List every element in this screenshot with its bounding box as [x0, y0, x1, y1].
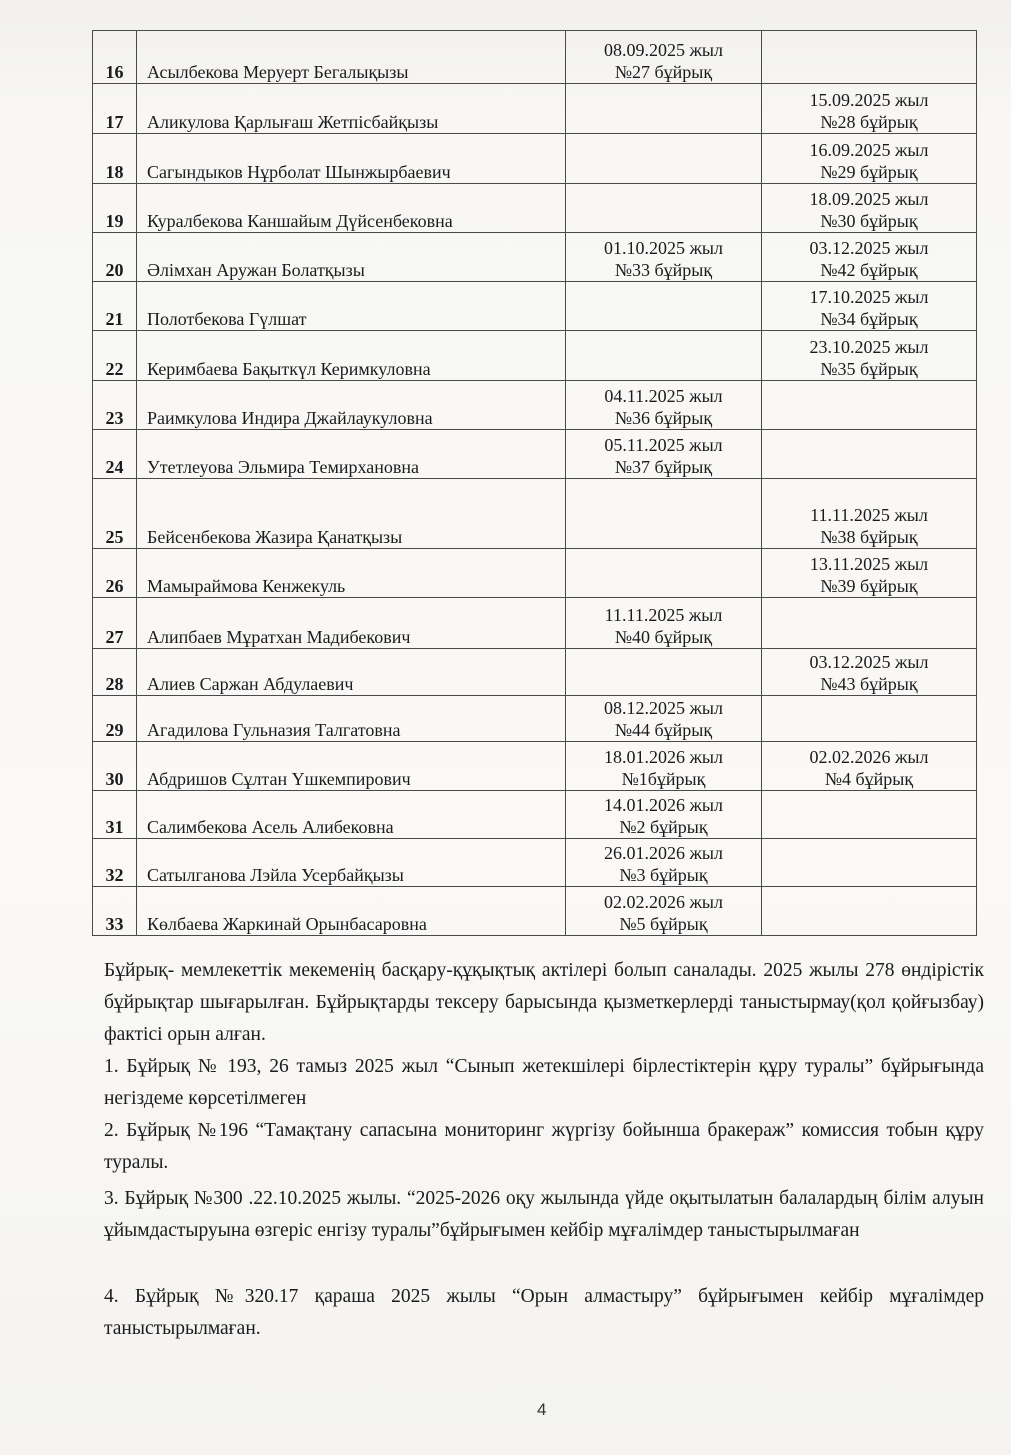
row-number: 26 — [93, 549, 137, 598]
order-date: 17.10.2025 жыл — [809, 287, 929, 307]
row-number: 27 — [93, 598, 137, 649]
table-row — [93, 598, 977, 649]
order-date: 03.12.2025 жыл — [809, 652, 929, 672]
table-row — [93, 549, 977, 598]
row-number: 31 — [93, 791, 137, 839]
row-number: 28 — [93, 649, 137, 696]
order-number: №43 бұйрық — [820, 674, 918, 694]
table-row — [93, 134, 977, 184]
dismissal-order-cell — [762, 887, 977, 936]
dismissal-order-cell — [762, 649, 977, 696]
employee-name: Бейсенбекова Жазира Қанатқызы — [137, 479, 566, 549]
order-number: №27 бұйрық — [614, 62, 713, 82]
row-number: 19 — [93, 184, 137, 233]
hire-order-cell — [566, 479, 762, 549]
employee-name: Сатылганова Лэйла Усербайқызы — [137, 839, 566, 887]
employee-name: Агадилова Гульназия Талгатовна — [137, 696, 566, 742]
dismissal-order-cell — [762, 184, 977, 233]
table-row — [93, 479, 977, 549]
table-row — [93, 282, 977, 331]
order-number: №28 бұйрық — [820, 112, 918, 132]
order-date: 03.12.2025 жыл — [809, 238, 929, 258]
order-number: №4 бұйрық — [824, 769, 914, 789]
employee-name: Полотбекова Гүлшат — [137, 282, 566, 331]
hire-order-cell — [566, 184, 762, 233]
table-row — [93, 887, 977, 936]
table-row — [93, 233, 977, 282]
employee-name: Куралбекова Каншайым Дүйсенбековна — [137, 184, 566, 233]
order-date: 15.09.2025 жыл — [809, 90, 929, 110]
row-number: 24 — [93, 430, 137, 479]
table-row — [93, 184, 977, 233]
row-number: 18 — [93, 134, 137, 184]
order-date: 26.01.2026 жыл — [603, 843, 723, 863]
employee-name: Әлімхан Аружан Болатқызы — [137, 233, 566, 282]
order-date: 13.11.2025 жыл — [809, 554, 929, 574]
order-number: №34 бұйрық — [820, 309, 918, 329]
hire-order-cell — [566, 134, 762, 184]
employee-name: Алипбаев Мұратхан Мадибекович — [137, 598, 566, 649]
hire-order-cell — [566, 430, 762, 479]
order-date: 16.09.2025 жыл — [809, 140, 929, 160]
order-number: №3 бұйрық — [619, 865, 708, 885]
table-row — [93, 791, 977, 839]
dismissal-order-cell — [762, 549, 977, 598]
dismissal-order-cell — [762, 598, 977, 649]
order-number: №40 бұйрық — [614, 627, 713, 647]
row-number: 25 — [93, 479, 137, 549]
row-number: 16 — [93, 31, 137, 84]
order-number: №42 бұйрық — [820, 260, 918, 280]
employee-name: Мамыраймова Кенжекуль — [137, 549, 566, 598]
row-number: 21 — [93, 282, 137, 331]
row-number: 23 — [93, 381, 137, 430]
employee-name: Сагындыков Нұрболат Шынжырбаевич — [137, 134, 566, 184]
dismissal-order-cell — [762, 233, 977, 282]
dismissal-order-cell — [762, 84, 977, 134]
order-date: 04.11.2025 жыл — [604, 386, 723, 406]
table-row — [93, 84, 977, 134]
order-date: 01.10.2025 жыл — [603, 238, 723, 258]
hire-order-cell — [566, 549, 762, 598]
hire-order-cell — [566, 742, 762, 791]
finding-item-3: 3. Бұйрық №300 .22.10.2025 жылы. “2025-2026 оқу жылында үйде оқытылатын балалардың білім алуын ұйымдастыруына өзгеріс енгізу туралы”бұйрығымен кейбір мұғалімдер таныстырылмаған — [104, 1188, 984, 1241]
order-date: 05.11.2025 жыл — [604, 435, 723, 455]
employee-name: Салимбекова Асель Алибековна — [137, 791, 566, 839]
page-number: 4 — [537, 1400, 547, 1419]
order-number: №5 бұйрық — [619, 914, 708, 934]
order-date: 08.09.2025 жыл — [603, 40, 723, 60]
table-row — [93, 742, 977, 791]
order-number: №33 бұйрық — [614, 260, 713, 280]
row-number: 20 — [93, 233, 137, 282]
hire-order-cell — [566, 84, 762, 134]
order-number: №37 бұйрық — [614, 457, 713, 477]
order-number: №36 бұйрық — [614, 408, 713, 428]
order-number: №1бұйрық — [621, 769, 706, 789]
employee-name: Алиев Саржан Абдулаевич — [137, 649, 566, 696]
table-row — [93, 839, 977, 887]
row-number: 32 — [93, 839, 137, 887]
order-number: №44 бұйрық — [614, 720, 713, 740]
dismissal-order-cell — [762, 430, 977, 479]
dismissal-order-cell — [762, 479, 977, 549]
order-date: 02.02.2026 жыл — [603, 892, 723, 912]
order-date: 02.02.2026 жыл — [809, 747, 929, 767]
order-number: №30 бұйрық — [820, 211, 918, 231]
hire-order-cell — [566, 598, 762, 649]
table-row — [93, 331, 977, 381]
order-date: 23.10.2025 жыл — [809, 337, 929, 357]
dismissal-order-cell — [762, 134, 977, 184]
hire-order-cell — [566, 31, 762, 84]
table-row — [93, 649, 977, 696]
hire-order-cell — [566, 839, 762, 887]
hire-order-cell — [566, 233, 762, 282]
dismissal-order-cell — [762, 381, 977, 430]
employee-name: Раимкулова Индира Джайлаукуловна — [137, 381, 566, 430]
intro-paragraph: Бұйрық- мемлекеттік мекеменің басқару-құқықтық актілері болып саналады. 2025 жылы 278 өндірістік бұйрықтар шығарылған. Бұйрықтарды тексеру барысында қызметкерлерді таныстырмау(қол қойғызбау) фактісі орын алған. — [104, 960, 984, 1045]
order-date: 18.09.2025 жыл — [809, 189, 929, 209]
employee-name: Утетлеуова Эльмира Темирхановна — [137, 430, 566, 479]
employee-name: Абдришов Сұлтан Үшкемпирович — [137, 742, 566, 791]
hire-order-cell — [566, 331, 762, 381]
order-date: 08.12.2025 жыл — [603, 698, 723, 718]
row-number: 17 — [93, 84, 137, 134]
hire-order-cell — [566, 791, 762, 839]
employee-name: Асылбекова Меруерт Бегалықызы — [137, 31, 566, 84]
table-row — [93, 381, 977, 430]
order-date: 18.01.2026 жыл — [603, 747, 723, 767]
order-number: №2 бұйрық — [619, 817, 708, 837]
dismissal-order-cell — [762, 282, 977, 331]
dismissal-order-cell — [762, 742, 977, 791]
row-number: 29 — [93, 696, 137, 742]
orders-table — [92, 30, 977, 936]
table-row — [93, 430, 977, 479]
employee-name: Керимбаева Бақыткүл Керимкуловна — [137, 331, 566, 381]
table-row — [93, 31, 977, 84]
hire-order-cell — [566, 696, 762, 742]
order-number: №38 бұйрық — [820, 527, 918, 547]
orders-table-body — [93, 31, 977, 936]
row-number: 22 — [93, 331, 137, 381]
dismissal-order-cell — [762, 696, 977, 742]
dismissal-order-cell — [762, 31, 977, 84]
order-date: 11.11.2025 жыл — [810, 505, 928, 525]
hire-order-cell — [566, 887, 762, 936]
dismissal-order-cell — [762, 331, 977, 381]
table-row — [93, 696, 977, 742]
row-number: 33 — [93, 887, 137, 936]
order-number: №29 бұйрық — [820, 162, 918, 182]
hire-order-cell — [566, 381, 762, 430]
hire-order-cell — [566, 282, 762, 331]
finding-item-1: 1. Бұйрық № 193, 26 тамыз 2025 жыл “Сынып жетекшілері бірлестіктерін құру туралы” бұйрығында негіздеме көрсетілмеген — [104, 1056, 984, 1109]
hire-order-cell — [566, 649, 762, 696]
dismissal-order-cell — [762, 791, 977, 839]
row-number: 30 — [93, 742, 137, 791]
dismissal-order-cell — [762, 839, 977, 887]
order-date: 11.11.2025 жыл — [604, 605, 723, 625]
order-date: 14.01.2026 жыл — [603, 795, 723, 815]
employee-name: Көлбаева Жаркинай Орынбасаровна — [137, 887, 566, 936]
order-number: №39 бұйрық — [820, 576, 918, 596]
finding-item-4: 4. Бұйрық №320.17 қараша 2025 жылы “Орын алмастыру” бұйрығымен кейбір мұғалімдер таныстырылмаған. — [104, 1286, 984, 1339]
employee-name: Аликулова Қарлығаш Жетпісбайқызы — [137, 84, 566, 134]
finding-item-2: 2. Бұйрық №196 “Тамақтану сапасына мониторинг жүргізу бойынша бракераж” комиссия тобын құру туралы. — [104, 1120, 984, 1173]
order-number: №35 бұйрық — [820, 359, 918, 379]
